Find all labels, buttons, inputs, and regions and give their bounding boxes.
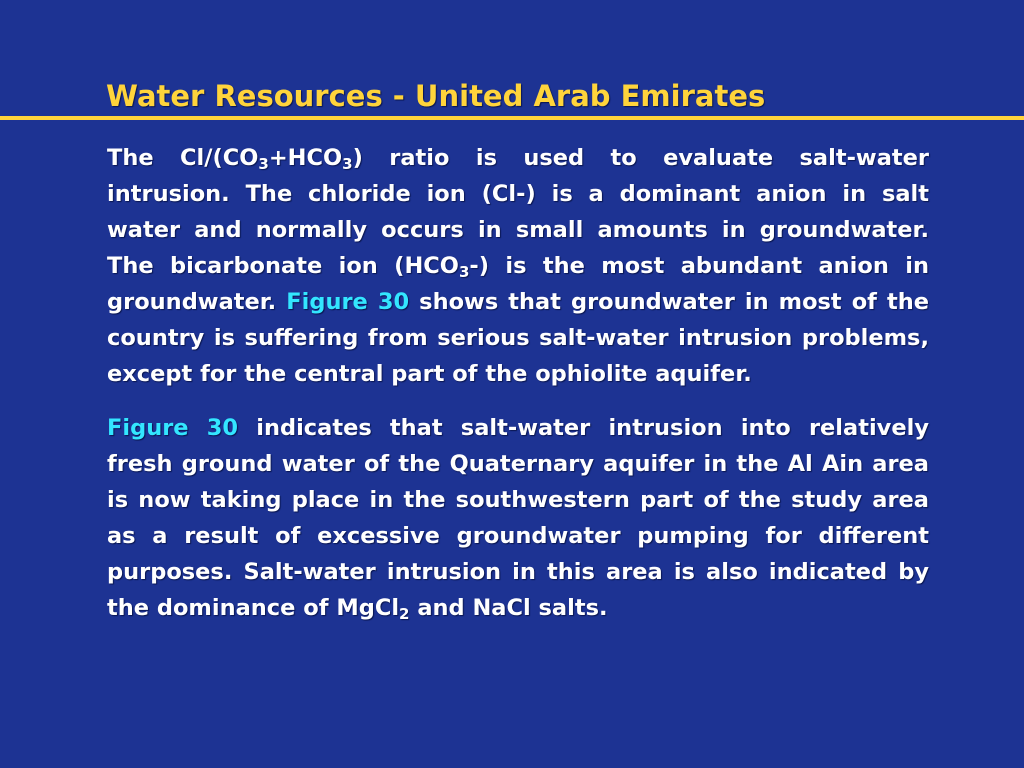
p2-subscript-1: 2 xyxy=(399,605,410,623)
title-divider xyxy=(0,116,1024,120)
figure-30-link[interactable]: Figure 30 xyxy=(286,289,410,315)
slide-title: Water Resources - United Arab Emirates xyxy=(106,79,766,113)
paragraph-2 xyxy=(107,410,929,626)
p1-subscript-1: 3 xyxy=(258,155,269,173)
figure-30-link[interactable]: Figure 30 xyxy=(107,415,239,441)
p2-text-2: and NaCl salts. xyxy=(409,595,608,621)
p1-text-5: shows that groundwater in most of the country is suffering from serious salt-water intrusion problems, except for the central part of the ophiolite aquifer. xyxy=(107,289,929,387)
p2-text-1: indicates that salt-water intrusion into relatively fresh ground water of the Quaternary aquifer in the Al Ain area is now taking place in the southwestern part of the study area as a result of excessive groundwater pumping for different purposes. Salt-water intrusion in this area is also indicated by the dominance of MgCl xyxy=(107,415,929,621)
p1-text-2: +HCO xyxy=(268,145,343,171)
paragraph-1 xyxy=(107,140,929,392)
p1-subscript-3: 3 xyxy=(458,263,470,281)
slide-body xyxy=(107,140,929,626)
p1-subscript-2: 3 xyxy=(342,155,353,173)
p1-text-3: ) ratio is used to evaluate salt-water intrusion. The chloride ion (Cl-) is a dominant anion in salt water and normally occurs in small amounts in groundwater. The bicarbonate ion (HCO xyxy=(107,145,929,279)
p1-text-4: -) is the most abundant anion in groundwater. xyxy=(107,253,929,315)
p1-text-1: The Cl/(CO xyxy=(107,145,259,171)
